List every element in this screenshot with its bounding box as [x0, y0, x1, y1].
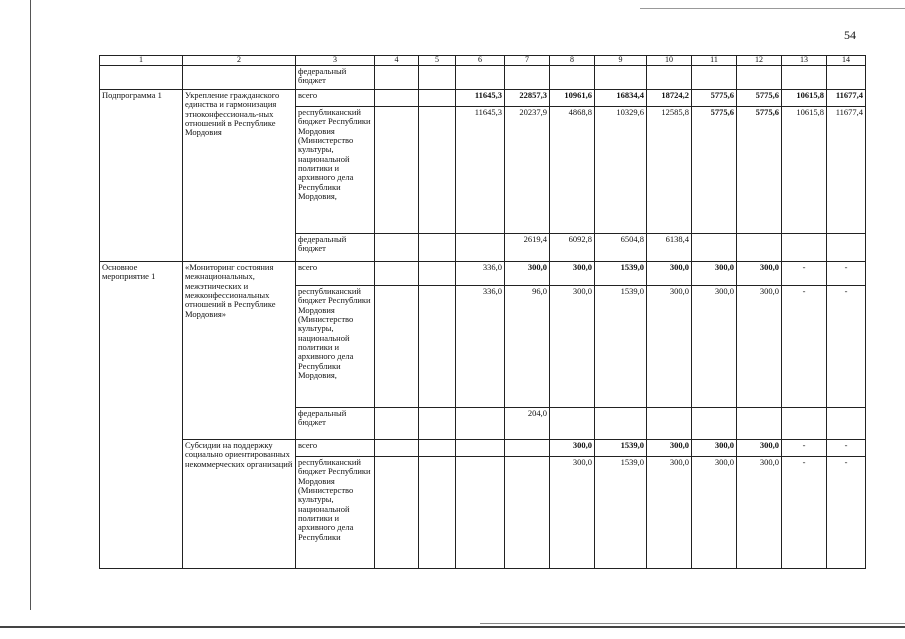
value-cell	[375, 262, 419, 286]
value-cell: 1539,0	[595, 440, 647, 457]
value-cell: 6092,8	[550, 234, 595, 262]
source-cell: федеральный бюджет	[296, 66, 375, 90]
value-cell: 16834,4	[595, 90, 647, 107]
header-cell: 1	[100, 56, 183, 66]
main-activity-name: Основное мероприятие 1	[100, 262, 183, 569]
value-cell	[737, 234, 782, 262]
value-cell: -	[782, 286, 827, 408]
title-cell	[183, 66, 296, 90]
source-cell: федеральный бюджет	[296, 234, 375, 262]
header-cell: 8	[550, 56, 595, 66]
value-cell	[375, 457, 419, 569]
scan-edge-top	[640, 8, 905, 9]
value-cell: 6138,4	[647, 234, 692, 262]
value-cell: -	[782, 457, 827, 569]
value-cell: 5775,6	[692, 107, 737, 234]
source-cell: всего	[296, 440, 375, 457]
value-cell: 11677,4	[827, 107, 866, 234]
value-cell: 300,0	[550, 457, 595, 569]
table-row	[100, 66, 866, 90]
value-cell: 18724,2	[647, 90, 692, 107]
page-number: 54	[844, 28, 856, 42]
value-cell: 5775,6	[692, 90, 737, 107]
value-cell	[456, 234, 505, 262]
value-cell: 300,0	[692, 457, 737, 569]
value-cell	[505, 457, 550, 569]
header-cell: 14	[827, 56, 866, 66]
value-cell	[550, 408, 595, 440]
value-cell	[827, 234, 866, 262]
table-row	[100, 440, 866, 457]
value-cell: -	[827, 440, 866, 457]
value-cell: 300,0	[647, 262, 692, 286]
value-cell: 10329,6	[595, 107, 647, 234]
value-cell	[456, 457, 505, 569]
value-cell: 6504,8	[595, 234, 647, 262]
value-cell: 300,0	[550, 262, 595, 286]
value-cell	[419, 457, 456, 569]
value-cell: 2619,4	[505, 234, 550, 262]
value-cell: 11645,3	[456, 107, 505, 234]
value-cell	[375, 286, 419, 408]
value-cell: 1539,0	[595, 457, 647, 569]
header-cell: 12	[737, 56, 782, 66]
header-cell: 6	[456, 56, 505, 66]
value-cell: 10615,8	[782, 90, 827, 107]
value-cell: 300,0	[737, 286, 782, 408]
value-cell	[456, 440, 505, 457]
header-cell: 10	[647, 56, 692, 66]
value-cell: 204,0	[505, 408, 550, 440]
value-cell: 5775,6	[737, 107, 782, 234]
value-cell: 11677,4	[827, 90, 866, 107]
value-cell: 1539,0	[595, 286, 647, 408]
value-cell	[456, 408, 505, 440]
value-cell	[692, 234, 737, 262]
budget-table	[99, 55, 866, 569]
value-cell	[375, 408, 419, 440]
header-cell: 2	[183, 56, 296, 66]
value-cell	[375, 234, 419, 262]
header-cell: 7	[505, 56, 550, 66]
name-cell	[100, 66, 183, 90]
value-cell: 300,0	[737, 457, 782, 569]
value-cell	[827, 408, 866, 440]
value-cell: 300,0	[692, 440, 737, 457]
source-cell: республиканский бюджет Республики Мордовия (Министерство культуры, национальной политики и архивного дела Республики Мордовия,	[296, 107, 375, 234]
value-cell: 336,0	[456, 262, 505, 286]
value-cell	[782, 408, 827, 440]
value-cell: 300,0	[505, 262, 550, 286]
value-cell	[375, 90, 419, 107]
value-cell: 22857,3	[505, 90, 550, 107]
value-cell: 5775,6	[737, 90, 782, 107]
value-cell: -	[827, 262, 866, 286]
value-cell	[419, 90, 456, 107]
value-cell	[419, 262, 456, 286]
value-cell: 10615,8	[782, 107, 827, 234]
header-cell: 13	[782, 56, 827, 66]
scan-edge-bottom	[0, 626, 905, 628]
value-cell	[375, 107, 419, 234]
header-row	[100, 56, 866, 66]
source-cell: республиканский бюджет Республики Мордовия (Министерство культуры, национальной политики и архивного дела Республики Мордовия,	[296, 286, 375, 408]
value-cell	[692, 408, 737, 440]
subprogram-title: Укрепление гражданского единства и гармонизация этноконфессиональ-ных отношений в Республике Мордовия	[183, 90, 296, 262]
value-cell: 20237,9	[505, 107, 550, 234]
value-cell: 300,0	[647, 440, 692, 457]
value-cell	[375, 440, 419, 457]
subprogram-name: Подпрограмма 1	[100, 90, 183, 262]
value-cell: -	[782, 440, 827, 457]
value-cell	[419, 234, 456, 262]
value-cell: 12585,8	[647, 107, 692, 234]
value-cell: 300,0	[692, 262, 737, 286]
value-cell: 300,0	[550, 440, 595, 457]
value-cell: 1539,0	[595, 262, 647, 286]
header-cell: 11	[692, 56, 737, 66]
value-cell	[419, 408, 456, 440]
value-cell	[419, 440, 456, 457]
value-cell: 300,0	[737, 262, 782, 286]
subsidy-title: Субсидии на поддержку социально ориентированных некоммерческих организаций	[183, 440, 296, 569]
value-cell	[647, 408, 692, 440]
source-cell: всего	[296, 262, 375, 286]
value-cell	[595, 408, 647, 440]
value-cell	[782, 234, 827, 262]
source-cell: всего	[296, 90, 375, 107]
value-cell: 300,0	[647, 286, 692, 408]
value-cell: 11645,3	[456, 90, 505, 107]
value-cell	[419, 107, 456, 234]
value-cell: 4868,8	[550, 107, 595, 234]
header-cell: 5	[419, 56, 456, 66]
table-row	[100, 262, 866, 286]
header-cell: 3	[296, 56, 375, 66]
value-cell: 10961,6	[550, 90, 595, 107]
value-cell	[419, 286, 456, 408]
header-cell: 4	[375, 56, 419, 66]
table-row	[100, 90, 866, 107]
value-cell: 300,0	[647, 457, 692, 569]
main-activity-title: «Мониторинг состояния межнациональных, межэтнических и межконфессиональных отношений в Республике Мордовия»	[183, 262, 296, 440]
value-cell	[737, 408, 782, 440]
value-cell: -	[827, 457, 866, 569]
value-cell: 96,0	[505, 286, 550, 408]
value-cell: 300,0	[737, 440, 782, 457]
value-cell: 300,0	[692, 286, 737, 408]
value-cell	[505, 440, 550, 457]
source-cell: федеральный бюджет	[296, 408, 375, 440]
scan-edge-bottom-shadow	[480, 623, 905, 624]
header-cell: 9	[595, 56, 647, 66]
value-cell: 300,0	[550, 286, 595, 408]
value-cell: -	[782, 262, 827, 286]
scan-edge-left	[30, 0, 31, 610]
source-cell: республиканский бюджет Республики Мордовия (Министерство культуры, национальной политики и архивного дела Республики	[296, 457, 375, 569]
value-cell: 336,0	[456, 286, 505, 408]
value-cell: -	[827, 286, 866, 408]
